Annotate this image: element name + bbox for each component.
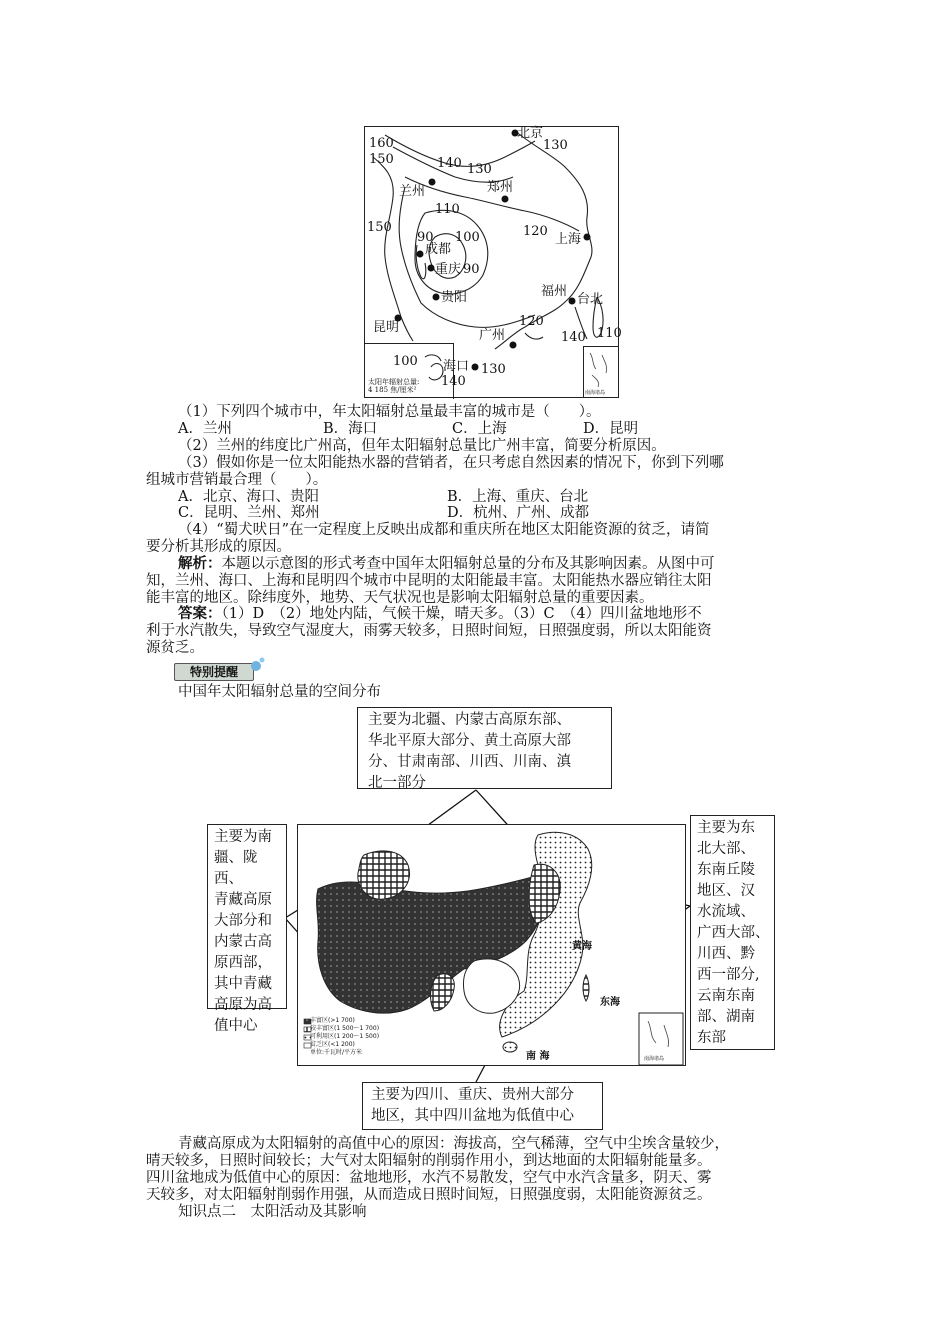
section-heading: 知识点二 太阳活动及其影响 bbox=[178, 1204, 367, 1220]
answer-line3: 源贫乏。 bbox=[146, 640, 204, 656]
tip-badge-label: 特别提醒 bbox=[174, 663, 254, 681]
q3-option-c: C．昆明、兰州、郑州 bbox=[178, 505, 320, 521]
contour-label: 110 bbox=[597, 326, 622, 341]
box-rich-region: 主要为北疆、内蒙古高原东部、 华北平原大部分、黄土高原大部 分、甘肃南部、川西、川南、滇 北一部分 bbox=[357, 707, 612, 789]
conclusion-line2: 晴天较多，日照时间较长；大气对太阳辐射的削弱作用小，到达地面的太阳辐射能量多。 bbox=[146, 1153, 712, 1169]
inset-label: 南海诸岛 bbox=[644, 1056, 665, 1062]
sea-label-yellow: 黄海 bbox=[572, 941, 592, 952]
contour-label: 140 bbox=[561, 330, 586, 345]
box-usable-region: 主要为东 北大部、 东南丘陵 地区、汉 水流域、 广西大部、 川西、黔 西一部分, 云南东南 部、湖南 东部 bbox=[690, 815, 775, 1050]
city-shanghai: 上海 bbox=[555, 232, 582, 247]
question-1: （1）下列四个城市中，年太阳辐射总量最丰富的城市是（ ）。 bbox=[178, 404, 601, 420]
question-3-line2: 组城市营销最合理（ ）。 bbox=[146, 472, 328, 488]
answer-line1: 答案：（1）D （2）地处内陆，气候干燥，晴天多。（3）C （4）四川盆地地形不 bbox=[178, 605, 702, 622]
answer-label: 答案： bbox=[178, 605, 222, 622]
city-haikou: 海口 bbox=[443, 359, 470, 374]
contour-label: 100 bbox=[455, 230, 480, 245]
contour-label: 90 bbox=[463, 262, 480, 277]
question-4-line1: （4）“蜀犬吠日”在一定程度上反映出成都和重庆所在地区太阳能资源的贫乏，请简 bbox=[178, 522, 710, 538]
conclusion-line4: 天较多，对太阳辐射削弱作用强，从而造成日照时间短，日照强度弱，太阳能资源贫乏。 bbox=[146, 1187, 712, 1203]
sea-label-east: 东海 bbox=[600, 997, 620, 1008]
contour-label: 130 bbox=[543, 138, 568, 153]
city-chongqing: 重庆 bbox=[435, 262, 462, 277]
city-guangzhou: 广州 bbox=[479, 328, 506, 343]
q1-option-d: D．昆明 bbox=[583, 421, 639, 437]
question-4-line2: 要分析其形成的原因。 bbox=[146, 539, 291, 555]
q3-option-a: A．北京、海口、贵阳 bbox=[178, 489, 319, 505]
q1-option-c: C．上海 bbox=[452, 421, 507, 437]
question-3-line1: （3）假如你是一位太阳能热水器的营销者，在只考虑自然因素的情况下，你到下列哪 bbox=[178, 455, 724, 471]
legend-unit: 4 185 焦/厘米² bbox=[368, 386, 417, 394]
sea-label-south: 南 海 bbox=[526, 1051, 550, 1062]
inset-label: 南海诸岛 bbox=[585, 390, 606, 396]
contour-label: 140 bbox=[441, 374, 466, 389]
q3-option-b: B．上海、重庆、台北 bbox=[447, 489, 589, 505]
analysis-label: 解析： bbox=[178, 555, 222, 572]
city-chengdu: 成都 bbox=[425, 242, 452, 257]
conclusion-line3: 四川盆地成为低值中心的原因：盆地地形，水汽不易散发，空气中水汽含量多，阴天、雾 bbox=[146, 1170, 712, 1186]
contour-label: 120 bbox=[523, 224, 548, 239]
city-fuzhou: 福州 bbox=[541, 284, 568, 299]
answer-line2: 利于水汽散失，导致空气湿度大，雨雾天较多，日照时间短，日照强度弱，所以太阳能资 bbox=[146, 623, 712, 639]
question-2: （2）兰州的纬度比广州高，但年太阳辐射总量比广州丰富，简要分析原因。 bbox=[178, 438, 666, 454]
contour-label: 120 bbox=[519, 314, 544, 329]
contour-label: 160 bbox=[369, 136, 394, 151]
city-lanzhou: 兰州 bbox=[399, 184, 426, 199]
contour-label: 130 bbox=[467, 162, 492, 177]
analysis-line1: 解析：本题以示意图的形式考查中国年太阳辐射总量的分布及其影响因素。从图中可 bbox=[178, 555, 715, 572]
contour-label: 100 bbox=[393, 354, 418, 369]
tip-heading: 中国年太阳辐射总量的空间分布 bbox=[178, 684, 381, 700]
city-kunming: 昆明 bbox=[373, 320, 400, 335]
contour-label: 150 bbox=[369, 152, 394, 167]
city-zhengzhou: 郑州 bbox=[487, 180, 514, 195]
q1-option-b: B．海口 bbox=[323, 421, 378, 437]
contour-label: 150 bbox=[367, 220, 392, 235]
legend-title: 太阳年辐射总量: bbox=[368, 378, 420, 386]
box-richest-region: 主要为南 疆、陇西、 青藏高原 大部分和 内蒙古高 原西部， 其中青藏 高原为高 值中心 bbox=[207, 824, 287, 1009]
contour-label: 140 bbox=[437, 156, 462, 171]
q3-option-d: D．杭州、广州、成都 bbox=[447, 505, 590, 521]
box-poor-region: 主要为四川、重庆、贵州大部分 地区，其中四川盆地为低值中心 bbox=[362, 1082, 603, 1130]
contour-label: 130 bbox=[481, 362, 506, 377]
analysis-line3: 能丰富的地区。除纬度外，地势、天气状况也是影响太阳辐射总量的重要因素。 bbox=[146, 590, 654, 606]
solar-radiation-distribution-map bbox=[297, 824, 686, 1066]
city-beijing: 北京 bbox=[517, 126, 544, 141]
distribution-legend: 丰富区(>1 700) 较丰富区(1 500～1 700) 可利用区(1 200～1 500) 贫乏区(<1 200) 单位:千瓦时/平方米 bbox=[310, 1017, 380, 1056]
city-taipei: 台北 bbox=[577, 292, 604, 307]
conclusion-line1: 青藏高原成为太阳辐射的高值中心的原因：海拔高，空气稀薄，空气中尘埃含量较少， bbox=[178, 1136, 729, 1152]
contour-label: 110 bbox=[435, 202, 460, 217]
q1-option-a: A．兰州 bbox=[178, 421, 232, 437]
city-guiyang: 贵阳 bbox=[441, 290, 468, 305]
contour-label: 90 bbox=[417, 230, 434, 245]
analysis-line2: 知，兰州、海口、上海和昆明四个城市中昆明的太阳能最丰富。太阳能热水器应销往太阳 bbox=[146, 573, 712, 589]
